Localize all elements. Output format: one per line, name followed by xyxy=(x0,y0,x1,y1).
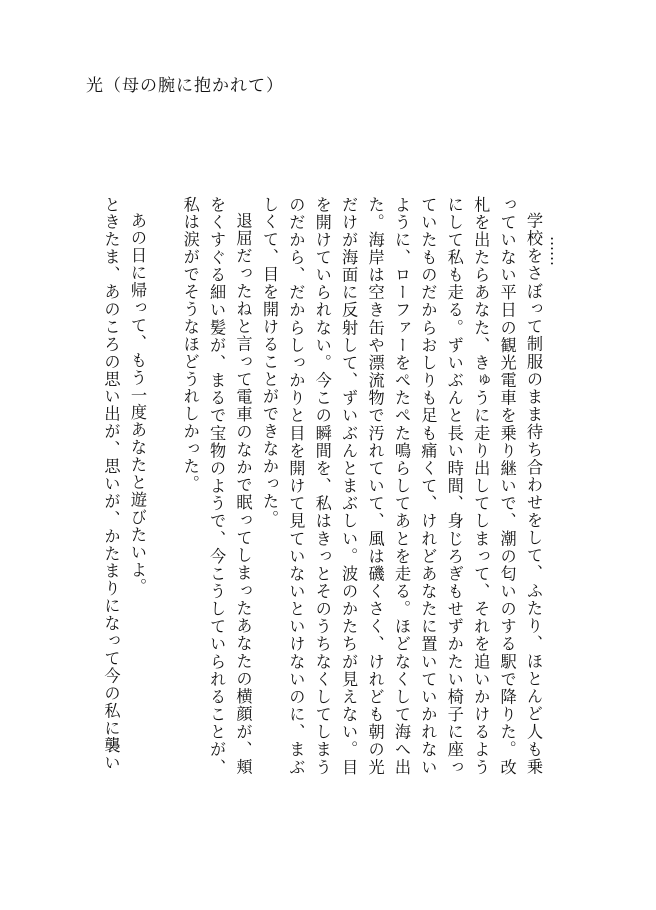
body-text xyxy=(97,196,546,776)
paragraph-1: 学校をさぼって制服のまま待ち合わせをして、ふたり、ほとんど人も乗っていない平日の観光電車を乗り継いで、潮の匂いのする駅で降りた。改札を出たらあなた、きゅうに走り出してしまって、それを追いかけるようにして私も走る。ずいぶんと長い時間、身じろぎもせずかたい椅子に座っていたものだからおしりも足も痛くて、けれどあなたに置いていかれないように、ローファーをぺたぺた鳴らしてあとを走る。ほどなくして海へ出た。海岸は空き缶や漂流物で汚れていて、風は磯くさく、けれども朝の光だけが海面に反射して、ずいぶんとまぶしい。波のかたちが見えない。目を開けていられない。今この瞬間を、私はきっとそのうちなくしてしまうのだから、だからしっかりと目を開けて見ていないといけないのに、まぶしくて、目を開けることができなかった。 xyxy=(259,196,543,776)
section-ellipsis: …… xyxy=(547,236,565,266)
page-title: 光（母の腕に抱かれて） xyxy=(86,76,284,96)
paragraph-3: あの日に帰って、もう一度あなたと遊びたいよ。 xyxy=(127,212,147,597)
paragraph-2: 退屈だったねと言って電車のなかで眠ってしまったあなたの横顔が、頬をくすぐる細い髪が、まるで宝物のようで、今こうしていられることが、私は涙がでそうなほどうれしかった。 xyxy=(180,196,253,776)
paragraph-4: ときたま、あのころの思い出が、思いが、かたまりになって今の私に襲い xyxy=(101,196,121,772)
